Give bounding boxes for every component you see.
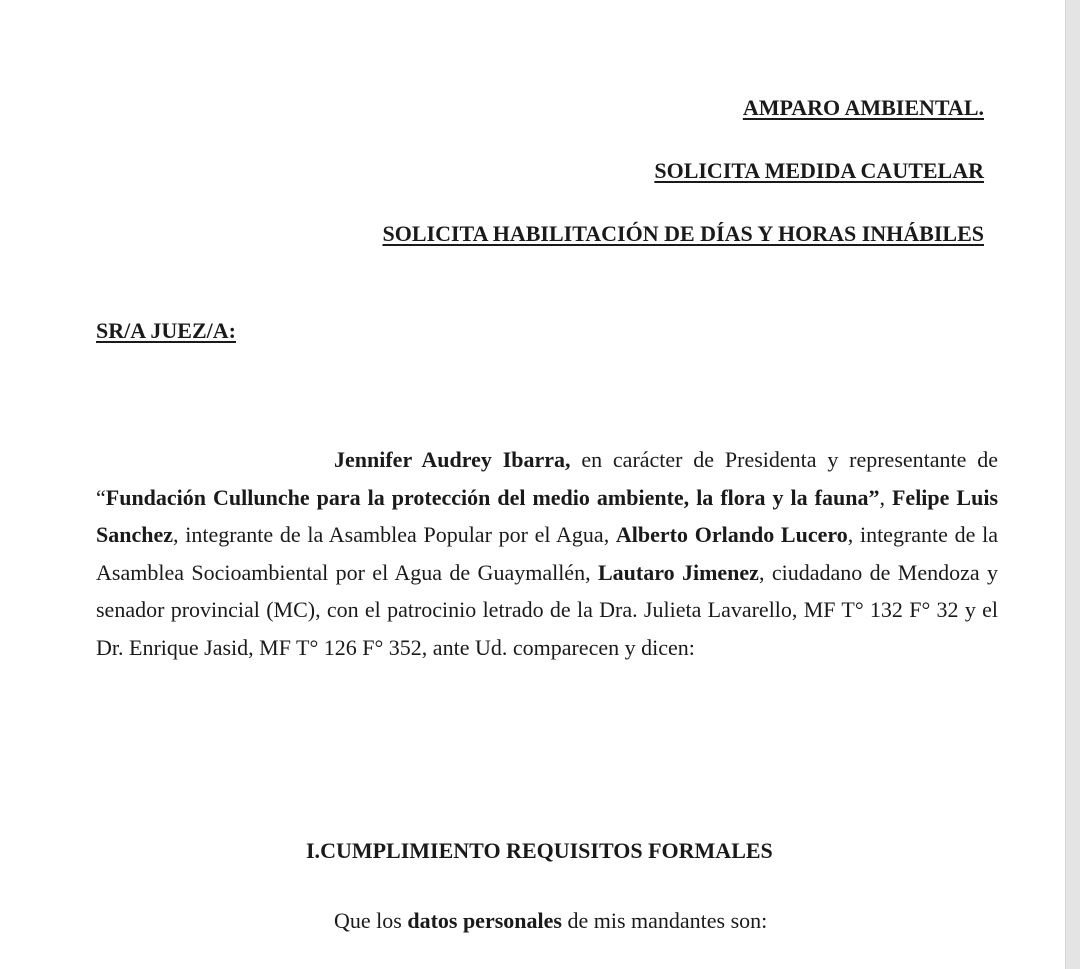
salutation: SR/A JUEZ/A: xyxy=(96,318,236,343)
name-lucero: Alberto Orlando Lucero xyxy=(615,522,848,548)
name-jimenez: Lautaro Jimenez xyxy=(597,559,759,585)
section-title-requisitos xyxy=(306,838,773,864)
datos-text-post: de mis mandantes son: xyxy=(561,908,768,933)
datos-personales-line xyxy=(334,908,767,934)
datos-text-pre: Que los xyxy=(334,908,408,933)
heading-habilitacion-dias-horas: SOLICITA HABILITACIÓN DE DÍAS Y HORAS INHÁBILES xyxy=(382,221,984,246)
intro-text-3: , integrante de la Asamblea Popular por el Agua, xyxy=(173,522,616,548)
heading-medida-cautelar: SOLICITA MEDIDA CAUTELAR xyxy=(654,158,984,183)
section-number: I. xyxy=(306,838,321,863)
name-sanchez: Felipe Luis Sanchez xyxy=(96,484,999,548)
intro-paragraph xyxy=(96,441,998,667)
datos-text-bold: datos personales xyxy=(407,908,562,933)
intro-text-2: , xyxy=(879,484,892,510)
section-title-text: CUMPLIMIENTO REQUISITOS FORMALES xyxy=(320,838,773,863)
vertical-scrollbar[interactable] xyxy=(1065,0,1080,969)
intro-text-1: en carácter de Presidenta y representante de “ xyxy=(96,447,998,510)
name-fundacion: Fundación Cullunche para la protección del medio ambiente, la flora y la fauna” xyxy=(105,484,880,510)
heading-amparo-ambiental: AMPARO AMBIENTAL. xyxy=(742,95,984,120)
intro-text-4: , integrante de la Asamblea Socioambiental por el Agua de Guaymallén, xyxy=(96,522,998,585)
intro-text-5: , ciudadano de Mendoza y senador provincial (MC), con el patrocinio letrado de la Dra. Julieta Lavarello, MF T° 132 F° 32 y el Dr. Enrique Jasid, MF T° 126 F° 352, ante Ud. comparecen y dicen: xyxy=(96,559,999,660)
name-ibarra: Jennifer Audrey Ibarra, xyxy=(334,447,571,472)
